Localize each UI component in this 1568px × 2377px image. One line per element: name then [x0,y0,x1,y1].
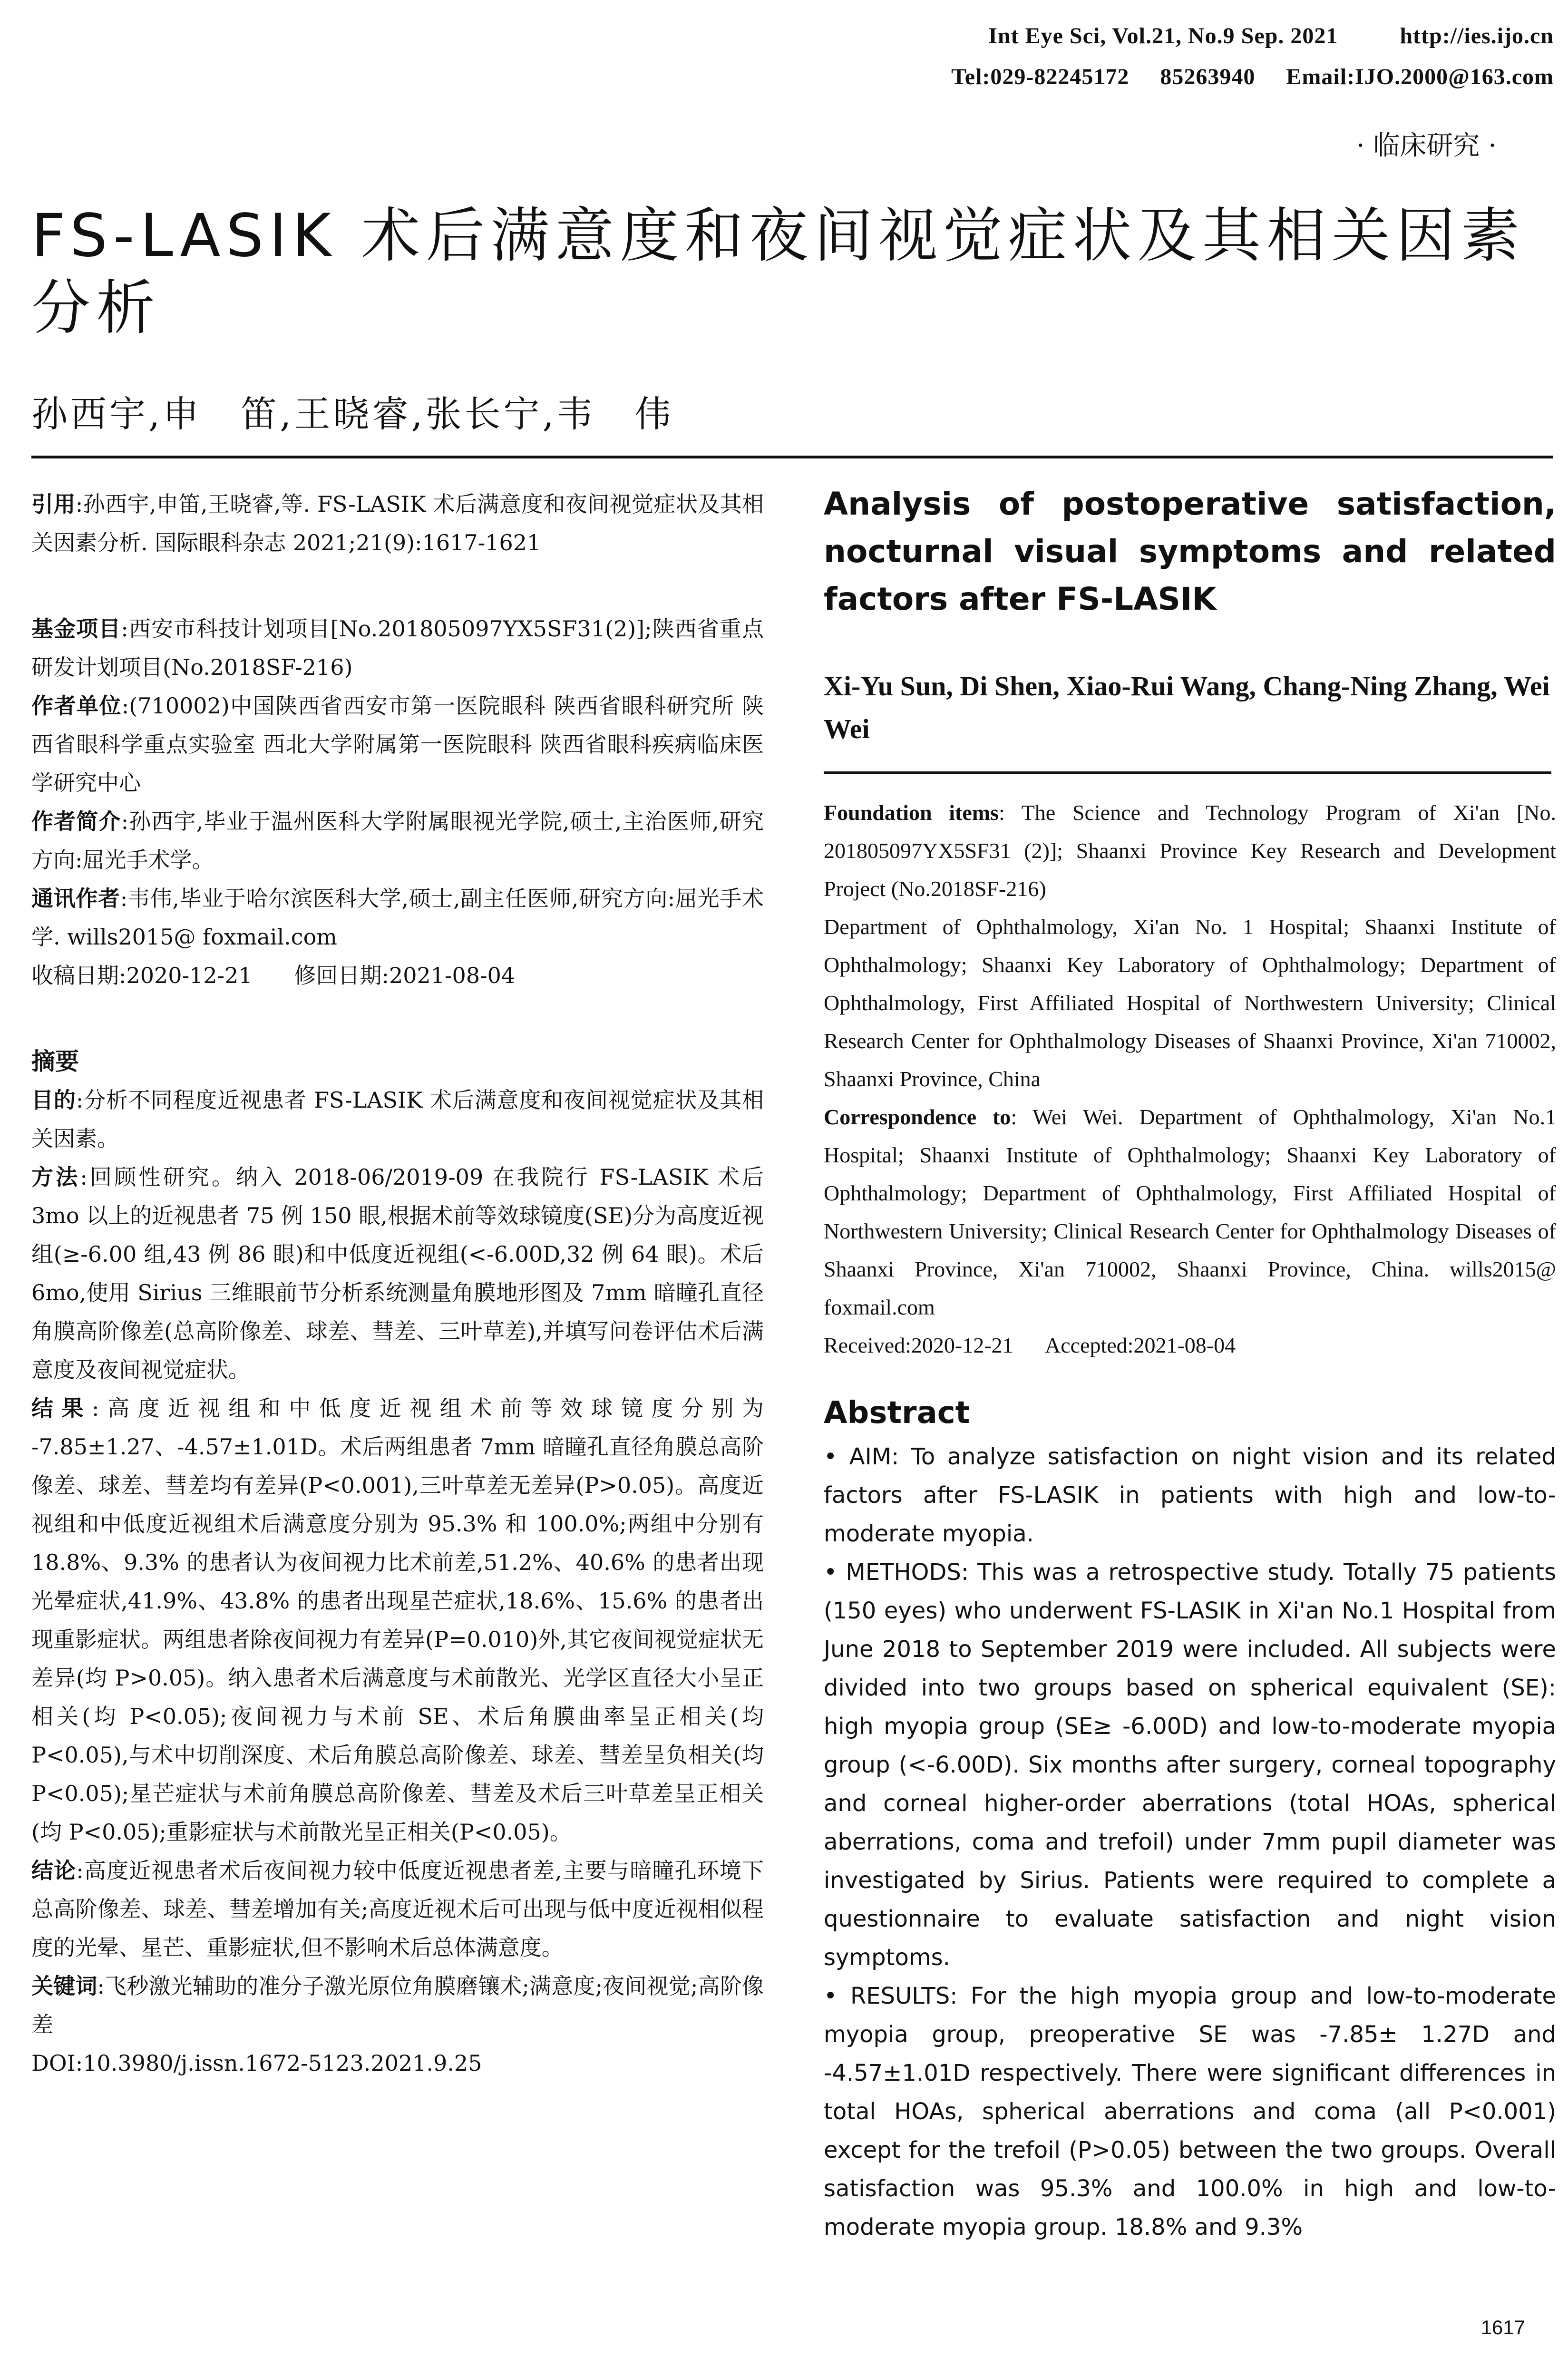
fund-label: 基金项目 [31,616,121,642]
conclusion-text: :高度近视患者术后夜间视力较中低度近视患者差,主要与暗瞳孔环境下总高阶像差、球差、彗差增加有关;高度近视术后可出现与低中度近视相似程度的光晕、星芒、重影症状,但不影响术后总体满意度。 [31,1858,764,1960]
chinese-column [31,485,764,2083]
department: Department of Ophthalmology, Xi'an No. 1 Hospital; Shaanxi Institute of Ophthalmology; Shaanxi Key Laboratory of Ophthalmology; Department of Ophthalmology, First Affiliated Hospital of Northwestern University; Clinical Research Center for Ophthalmology Diseases of Shaanxi Province, Xi'an 710002, Shaanxi Province, China [824,915,1556,1091]
results-text: :高度近视组和中低度近视组术前等效球镜度分别为 -7.85±1.27、-4.57±1.01D。术后两组患者 7mm 暗瞳孔直径角膜总高阶像差、球差、彗差均有差异(P<0.001),三叶草差无差异(P>0.05)。高度近视组和中低度近视组术后满意度分别为 95.3% 和 100.0%;两组中分别有 18.8%、9.3% 的患者认为夜间视力比术前差,51.2%、40.6% 的患者出现光晕症状,41.9%、43.8% 的患者出现星芒症状,18.6%、15.6% 的患者出现重影症状。两组患者除夜间视力有差异(P=0.010)外,其它夜间视觉症状无差异(均 P>0.05)。纳入患者术后满意度与术前散光、光学区直径大小呈正相关(均 P<0.05);夜间视力与术前 SE、术后角膜曲率呈正相关(均 P<0.05),与术中切削深度、术后角膜总高阶像差、球差、彗差呈负相关(均 P<0.05);星芒症状与术前角膜总高阶像差、彗差及术后三叶草差呈正相关(均 P<0.05);重影症状与术前散光呈正相关(P<0.05)。 [31,1395,764,1845]
methods-label: 方法 [31,1164,80,1190]
fund-text: :西安市科技计划项目[No.201805097YX5SF31(2)];陕西省重点研发计划项目(No.2018SF-216) [31,616,764,680]
keywords [31,1967,764,2044]
doi: DOI:10.3980/j.issn.1672-5123.2021.9.25 [31,2050,482,2076]
english-methods: • METHODS: This was a retrospective study. Totally 75 patients (150 eyes) who underwent FS-LASIK in Xi'an No.1 Hospital from June 2018 to September 2019 were included. All subjects were divided into two groups based on spherical equivalent (SE): high myopia group (SE≥ -6.00D) and low-to-moderate myopia group (<-6.00D). Six months after surgery, corneal topography and corneal higher-order aberrations (total HOAs, spherical aberrations, coma and trefoil) under 7mm pupil diameter was investigated by Sirius. Patients were required to complete a questionnaire to evaluate satisfaction and night vision symptoms. [824,1559,1556,1971]
article-title: FS-LASIK 术后满意度和夜间视觉症状及其相关因素分析 [31,202,1526,342]
abstract-results [31,1389,764,1851]
abstract-conclusion [31,1851,764,1967]
citation [31,485,764,562]
corr-text: :韦伟,毕业于哈尔滨医科大学,硕士,副主任医师,研究方向:屈光手术学. wills2015@ foxmail.com [31,886,764,950]
corr-label: 通讯作者 [31,886,120,911]
citation-text: :孙西宇,申笛,王晓睿,等. FS-LASIK 术后满意度和夜间视觉症状及其相关因素分析. 国际眼科杂志 2021;21(9):1617-1621 [31,491,764,555]
corresponding-author [31,879,764,956]
section-label: · 临床研究 · [1356,130,1497,161]
aim-text: :分析不同程度近视患者 FS-LASIK 术后满意度和夜间视觉症状及其相关因素。 [31,1087,764,1151]
journal-contact-line: Tel:029-82245172 85263940 Email:IJO.2000@163.com [951,64,1554,89]
author-list: 孙西宇,申 笛,王晓睿,张长宁,韦 伟 [31,393,674,435]
unit-label: 作者单位 [31,693,122,719]
keywords-label: 关键词 [31,1973,97,1999]
citation-label: 引用 [31,491,76,517]
english-aim: • AIM: To analyze satisfaction on night vision and its related factors after FS-LASIK in patients with high and low-to-moderate myopia. [824,1443,1556,1547]
english-title: Analysis of postoperative satisfaction, nocturnal visual symptoms and related factors after FS-LASIK [824,486,1556,617]
correspondence [824,1098,1556,1326]
correspondence-label: Correspondence to [824,1105,1011,1129]
conclusion-label: 结论 [31,1858,77,1883]
methods-text: :回顾性研究。纳入 2018-06/2019-09 在我院行 FS-LASIK 术后 3mo 以上的近视患者 75 例 150 眼,根据术前等效球镜度(SE)分为高度近视组(≥-6.00 组,43 例 86 眼)和中低度近视组(<-6.00D,32 例 64 眼)。术后 6mo,使用 Sirius 三维眼前节分析系统测量角膜地形图及 7mm 暗瞳孔直径角膜高阶像差(总高阶像差、球差、彗差、三叶草差),并填写问卷评估术后满意度及夜间视觉症状。 [31,1164,764,1383]
bio-text: :孙西宇,毕业于温州医科大学附属眼视光学院,硕士,主治医师,研究方向:屈光手术学。 [31,809,764,873]
abstract-heading: 摘要 [31,1048,79,1075]
correspondence-text: : Wei Wei. Department of Ophthalmology, Xi'an No.1 Hospital; Shaanxi Institute of Ophthalmology; Shaanxi Key Laboratory of Ophthalmology; Department of Ophthalmology, First Affiliated Hospital of Northwestern University; Clinical Research Center for Ophthalmology Diseases of Shaanxi Province, Xi'an 710002, Shaanxi Province, China. wills2015@ foxmail.com [824,1105,1556,1319]
english-header-rule [824,771,1551,774]
bio-label: 作者简介 [31,809,121,834]
journal-info-line: Int Eye Sci, Vol.21, No.9 Sep. 2021 http://ies.ijo.cn [988,23,1554,49]
results-label: 结果 [31,1395,92,1421]
header-rule [31,456,1553,458]
english-info [824,794,1556,1364]
foundation-items [824,794,1556,908]
page-number: 1617 [1480,2316,1525,2338]
fund-info [31,610,764,687]
foundation-label: Foundation items [824,800,999,825]
abstract-methods [31,1158,764,1389]
english-abstract [824,1438,1556,2247]
english-authors: Xi-Yu Sun, Di Shen, Xiao-Rui Wang, Chang-Ning Zhang, Wei Wei [824,671,1550,744]
author-unit [31,687,764,802]
author-bio [31,802,764,879]
foundation-text: : The Science and Technology Program of Xi'an [No. 201805097YX5SF31 (2)]; Shaanxi Province Key Research and Development Project (No.2018SF-216) [824,800,1557,901]
aim-label: 目的 [31,1087,76,1113]
english-results: • RESULTS: For the high myopia group and low-to-moderate myopia group, preoperative SE was -7.85± 1.27D and -4.57±1.01D respectively. There were significant differences in total HOAs, spherical aberrations and coma (all P<0.001) except for the trefoil (P>0.05) between the two groups. Overall satisfaction was 95.3% and 100.0% in high and low-to-moderate myopia group. 18.8% and 9.3% [824,1983,1556,2241]
english-received-dates: Received:2020-12-21 Accepted:2021-08-04 [824,1333,1236,1357]
unit-text: :(710002)中国陕西省西安市第一医院眼科 陕西省眼科研究所 陕西省眼科学重点实验室 西北大学附属第一医院眼科 陕西省眼科疾病临床医学研究中心 [31,693,764,796]
english-column [824,480,1556,2247]
received-dates: 收稿日期:2020-12-21 修回日期:2021-08-04 [31,963,516,988]
english-abstract-heading: Abstract [824,1395,970,1431]
abstract-aim [31,1081,764,1158]
keywords-text: :飞秒激光辅助的准分子激光原位角膜磨镶术;满意度;夜间视觉;高阶像差 [31,1973,764,2037]
